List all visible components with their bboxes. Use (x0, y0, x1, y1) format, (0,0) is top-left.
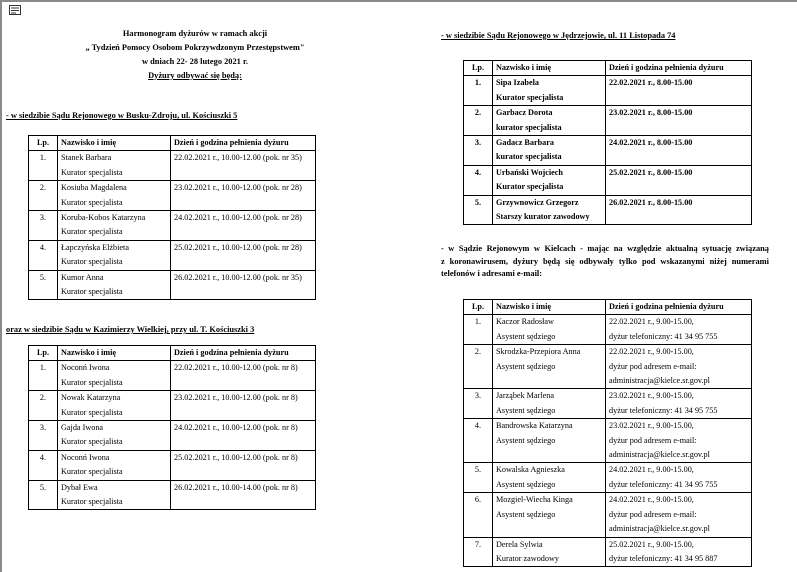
person-role: Kurator specjalista (61, 227, 123, 237)
person-role: Kurator specjalista (61, 287, 123, 297)
cell-name (493, 419, 606, 463)
column-date: Dzień i godzina pełnienia dyżuru (171, 346, 316, 361)
person-name: Noconń Iwona (61, 452, 110, 462)
cell-name (493, 315, 606, 345)
cell-date: 22.02.2021 r., 10.00-12.00 (pok. nr 8) (171, 361, 316, 391)
person-name: Kumor Anna (61, 272, 104, 282)
duty-date: 22.02.2021 r., 9.00-15.00, (609, 317, 694, 327)
table-row (464, 389, 752, 419)
table-row (464, 463, 752, 493)
cell-name (493, 76, 606, 106)
table-header-row (464, 61, 752, 76)
person-role: Asystent sędziego (496, 331, 556, 341)
cell-lp: 4. (464, 165, 493, 195)
window-left-border (0, 0, 2, 572)
duty-contact: dyżur telefoniczny: 41 34 95 755 (609, 405, 718, 415)
person-name: Kosiuba Magdalena (61, 183, 127, 193)
cell-name (493, 389, 606, 419)
cell-date (606, 463, 752, 493)
duty-email: administracja@kielce.sr.gov.pl (609, 376, 710, 386)
cell-date: 23.02.2021 r., 10.00-12.00 (pok. nr 8) (171, 391, 316, 421)
table-row (29, 181, 316, 211)
table-row (29, 421, 316, 451)
table-row (29, 391, 316, 421)
person-role: Kurator specjalista (61, 257, 123, 267)
person-name: Nowak Katarzyna (61, 393, 121, 403)
cell-date (606, 389, 752, 419)
table-row (29, 151, 316, 181)
cell-lp: 7. (464, 537, 493, 567)
person-role: kurator specjalista (496, 122, 562, 132)
cell-lp: 2. (464, 106, 493, 136)
duty-contact: dyżur telefoniczny: 41 34 95 887 (609, 553, 718, 563)
person-role: Starszy kurator zawodowy (496, 212, 590, 222)
table-row (464, 76, 752, 106)
duty-contact: dyżur pod adresem e-mail: (609, 361, 697, 371)
cell-lp: 3. (29, 421, 58, 451)
table-row (29, 240, 316, 270)
table-jedrzejow (463, 60, 752, 225)
cell-name (58, 450, 171, 480)
cell-date: 25.02.2021 r., 10.00-12.00 (pok. nr 8) (171, 450, 316, 480)
table-row (464, 165, 752, 195)
person-role: Kurator specjalista (496, 92, 564, 102)
table-row (464, 345, 752, 389)
cell-name (493, 537, 606, 567)
person-role: Kurator specjalista (61, 437, 123, 447)
person-role: Kurator specjalista (61, 377, 123, 387)
cell-name (58, 391, 171, 421)
cell-lp: 4. (464, 419, 493, 463)
cell-date: 22.02.2021 r., 10.00-12.00 (pok. nr 35) (171, 151, 316, 181)
person-name: Grzywnowicz Grzegorz (496, 197, 579, 207)
column-name: Nazwisko i imię (493, 61, 606, 76)
table-row (464, 419, 752, 463)
section-heading-busko: - w siedzibie Sądu Rejonowego w Busku-Zdroju, ul. Kościuszki 5 (6, 111, 238, 120)
duty-contact: dyżur telefoniczny: 41 34 95 755 (609, 331, 718, 341)
person-role: Kurator specjalista (61, 467, 123, 477)
person-name: Gajda Iwona (61, 423, 104, 433)
table-header-row (29, 346, 316, 361)
cell-lp: 1. (29, 151, 58, 181)
column-date: Dzień i godzina pełnienia dyżuru (606, 300, 752, 315)
cell-lp: 3. (464, 389, 493, 419)
cell-name (58, 211, 171, 241)
header-dates: w dniach 22- 28 lutego 2021 r. (141, 57, 248, 66)
person-name: Kowalska Agnieszka (496, 465, 565, 475)
table-kielce (463, 299, 752, 567)
duty-date: 23.02.2021 r., 9.00-15.00, (609, 391, 694, 401)
cell-date (606, 345, 752, 389)
cell-date: 25.02.2021 r., 8.00-15.00 (606, 165, 752, 195)
duty-date: 24.02.2021 r., 9.00-15.00, (609, 495, 694, 505)
cell-date (606, 493, 752, 537)
person-role: Asystent sędziego (496, 361, 556, 371)
cell-date: 25.02.2021 r., 10.00-12.00 (pok. nr 28) (171, 240, 316, 270)
table-row (464, 195, 752, 225)
cell-name (493, 136, 606, 166)
duty-email: administracja@kielce.sr.gov.pl (609, 450, 710, 460)
column-lp: Lp. (29, 346, 58, 361)
cell-date (606, 419, 752, 463)
column-name: Nazwisko i imię (58, 346, 171, 361)
header-title: Harmonogram dyżurów w ramach akcji (122, 29, 268, 38)
column-name: Nazwisko i imię (493, 300, 606, 315)
cell-name (493, 106, 606, 136)
document-header (40, 27, 350, 83)
cell-name (493, 493, 606, 537)
cell-lp: 2. (464, 345, 493, 389)
duty-contact: dyżur pod adresem e-mail: (609, 435, 697, 445)
cell-date: 26.02.2021 r., 8.00-15.00 (606, 195, 752, 225)
section-heading-jedrzejow: - w siedzibie Sądu Rejonowego w Jędrzejowie, ul. 11 Listopada 74 (441, 31, 676, 40)
cell-name (58, 270, 171, 300)
cell-lp: 6. (464, 493, 493, 537)
column-date: Dzień i godzina pełnienia dyżuru (171, 136, 316, 151)
person-role: Asystent sędziego (496, 509, 556, 519)
cell-lp: 1. (29, 361, 58, 391)
table-row (464, 106, 752, 136)
cell-date: 23.02.2021 r., 10.00-12.00 (pok. nr 28) (171, 181, 316, 211)
cell-lp: 5. (464, 463, 493, 493)
table-kazimierza (28, 345, 316, 510)
person-name: Gadacz Barbara (496, 138, 554, 148)
table-row (464, 315, 752, 345)
column-lp: Lp. (464, 300, 493, 315)
person-name: Stanek Barbara (61, 153, 112, 163)
kielce-heading-line-3: telefonów i adresami e-mail: (441, 269, 543, 278)
person-name: Bandrowska Katarzyna (496, 421, 573, 431)
cell-name (58, 240, 171, 270)
duty-date: 24.02.2021 r., 9.00-15.00, (609, 465, 694, 475)
cell-date: 26.02.2021 r., 10.00-14.00 (pok. nr 8) (171, 480, 316, 510)
person-name: Garbacz Dorota (496, 108, 553, 118)
duty-date: 22.02.2021 r., 9.00-15.00, (609, 347, 694, 357)
table-row (464, 493, 752, 537)
person-name: Urbański Wojciech (496, 167, 563, 177)
person-role: Kurator specjalista (496, 182, 564, 192)
person-role: Asystent sędziego (496, 405, 556, 415)
cell-name (58, 151, 171, 181)
column-date: Dzień i godzina pełnienia dyżuru (606, 61, 752, 76)
cell-lp: 2. (29, 391, 58, 421)
table-row (464, 136, 752, 166)
person-role: Kurator specjalista (61, 167, 123, 177)
cell-date: 22.02.2021 r., 8.00-15.00 (606, 76, 752, 106)
cell-name (493, 463, 606, 493)
document-icon[interactable] (9, 5, 21, 15)
person-name: Mozgiel-Wiecha Kinga (496, 495, 573, 505)
section-heading-kazimierza: oraz w siedzibie Sądu w Kazimierzy Wielkiej, przy ul. T. Kościuszki 3 (6, 325, 255, 334)
cell-lp: 3. (29, 211, 58, 241)
table-row (29, 450, 316, 480)
kielce-heading-line-1: - w Sądzie Rejonowym w Kielcach - mając na względzie aktualną sytuację związaną (441, 244, 769, 253)
kielce-heading-line-2: z koronawirusem, dyżury będą się odbywały tylko pod wskazanymi niżej numerami (441, 256, 769, 266)
header-action-name: „ Tydzień Pomocy Osobom Pokrzywdzonym Przestępstwem" (85, 43, 305, 52)
table-row (29, 361, 316, 391)
cell-date: 23.02.2021 r., 8.00-15.00 (606, 106, 752, 136)
cell-name (493, 195, 606, 225)
person-role: Kurator specjalista (61, 407, 123, 417)
person-name: Noconń Iwona (61, 363, 110, 373)
duty-email: administracja@kielce.sr.gov.pl (609, 524, 710, 534)
cell-name (58, 480, 171, 510)
table-header-row (464, 300, 752, 315)
person-role: Kurator specjalista (61, 197, 123, 207)
person-name: Kaczor Radosław (496, 317, 554, 327)
table-row (29, 270, 316, 300)
table-header-row (29, 136, 316, 151)
person-role: Kurator specjalista (61, 497, 123, 507)
cell-lp: 5. (29, 270, 58, 300)
column-name: Nazwisko i imię (58, 136, 171, 151)
cell-name (58, 421, 171, 451)
person-name: Derela Sylwia (496, 539, 543, 549)
cell-lp: 4. (29, 450, 58, 480)
person-name: Skrodzka-Przepiora Anna (496, 347, 581, 357)
cell-lp: 4. (29, 240, 58, 270)
cell-date: 26.02.2021 r., 10.00-12.00 (pok. nr 35) (171, 270, 316, 300)
person-name: Dybał Ewa (61, 482, 98, 492)
person-name: Sipa Izabela (496, 78, 539, 88)
cell-date (606, 315, 752, 345)
person-name: Jarząbek Marlena (496, 391, 554, 401)
table-row (29, 480, 316, 510)
cell-lp: 1. (464, 315, 493, 345)
cell-name (58, 181, 171, 211)
cell-date: 24.02.2021 r., 8.00-15.00 (606, 136, 752, 166)
cell-date: 24.02.2021 r., 10.00-12.00 (pok. nr 28) (171, 211, 316, 241)
cell-lp: 5. (464, 195, 493, 225)
table-row (29, 211, 316, 241)
cell-lp: 5. (29, 480, 58, 510)
person-role: kurator specjalista (496, 152, 562, 162)
cell-name (58, 361, 171, 391)
cell-date (606, 537, 752, 567)
column-lp: Lp. (464, 61, 493, 76)
person-role: Asystent sędziego (496, 479, 556, 489)
duty-contact: dyżur telefoniczny: 41 34 95 755 (609, 479, 718, 489)
cell-name (493, 165, 606, 195)
person-role: Kurator zawodowy (496, 553, 559, 563)
table-row (464, 537, 752, 567)
header-note: Dyżury odbywać się będą: (148, 71, 242, 80)
duty-contact: dyżur pod adresem e-mail: (609, 509, 697, 519)
window-top-border (0, 0, 797, 2)
person-name: Łapczyńska Elżbieta (61, 242, 129, 252)
person-role: Asystent sędziego (496, 435, 556, 445)
duty-date: 23.02.2021 r., 9.00-15.00, (609, 421, 694, 431)
cell-lp: 1. (464, 76, 493, 106)
cell-name (493, 345, 606, 389)
table-busko (28, 135, 316, 300)
column-lp: Lp. (29, 136, 58, 151)
cell-lp: 3. (464, 136, 493, 166)
cell-lp: 2. (29, 181, 58, 211)
person-name: Koruba-Kobos Katarzyna (61, 213, 146, 223)
duty-date: 25.02.2021 r., 9.00-15.00, (609, 539, 694, 549)
cell-date: 24.02.2021 r., 10.00-12.00 (pok. nr 8) (171, 421, 316, 451)
section-heading-kielce (441, 243, 769, 281)
